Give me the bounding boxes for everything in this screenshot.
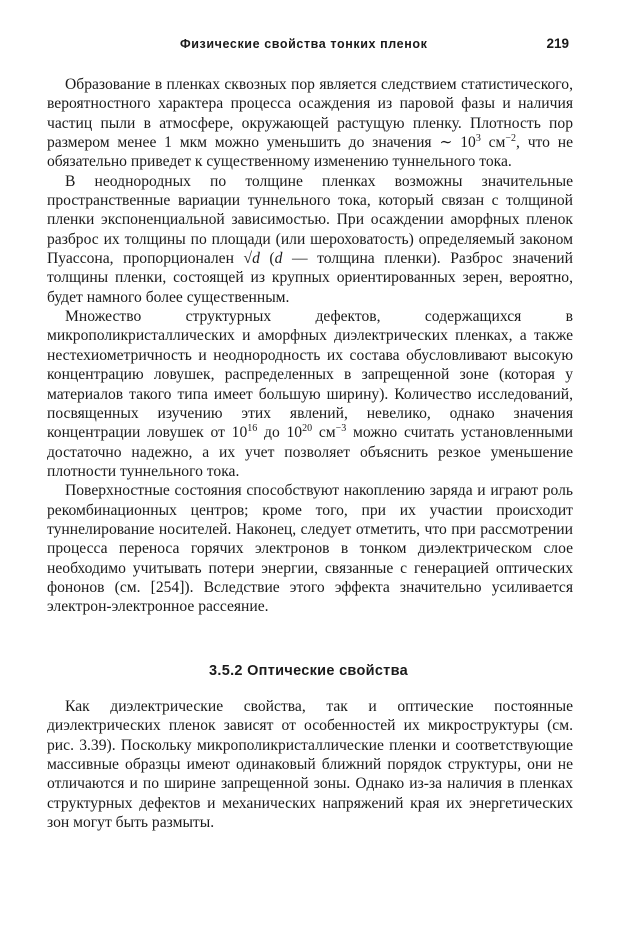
- paragraph-pores: [47, 75, 573, 172]
- text-run: см: [312, 424, 336, 442]
- running-title: Физические свойства тонких пленок: [180, 37, 428, 51]
- section-text-block: [47, 697, 573, 832]
- section-heading: 3.5.2 Оптические свойства: [209, 663, 408, 679]
- superscript: −3: [335, 423, 347, 435]
- math-sqrt-d: √d: [243, 250, 260, 268]
- text-run: см: [480, 134, 506, 152]
- text-run: Множество структурных дефектов, содержащихся в микрополикристаллических и аморфных диэлектрических пленках, а также нестехиометричность и неоднородность их состава обусловливают высокую концентрацию ловушек, распределенных в запрещенной зоне (которая у материалов такого типа имеет большую ширину). Количество исследований, посвященных изучению этих явлений, невелико, однако значения концентрации ловушек от 10: [47, 308, 573, 442]
- math-d: d: [274, 250, 283, 268]
- text-run: — толщина пленки). Разброс значений толщины пленки, состоящей из крупных ориентированных зерен, вероятно, будет намного более существенным.: [47, 250, 573, 306]
- main-text-block: [47, 75, 573, 617]
- text-run: (: [259, 250, 275, 268]
- paragraph-optical: [47, 697, 573, 832]
- text-run: Как диэлектрические свойства, так и оптические постоянные диэлектрических пленок зависят от особенностей их микроструктуры (см. рис. 3.39). Поскольку микрополикристаллические пленки и соответствующие массивные образцы имеют одинаковый ближний порядок структуры, они не отличаются и по ширине запрещенной зоны. Однако из-за наличия в пленках структурных дефектов и механических напряжений края их энергетических зон могут быть размыты.: [47, 698, 573, 832]
- paragraph-thickness: [47, 172, 573, 307]
- text-run: , что не обязательно приведет к существенному изменению туннельного тока.: [47, 134, 573, 171]
- text-run: можно считать установленными достаточно надежно, а их учет позволяет объяснить резкое уменьшение плотности туннельного тока.: [47, 424, 573, 480]
- superscript: −2: [505, 133, 517, 145]
- text-run: до 10: [257, 424, 303, 442]
- math-approx-ten: ∼ 10: [439, 134, 476, 152]
- text-run: Поверхностные состояния способствуют накоплению заряда и играют роль рекомбинационных центров; кроме того, при их участии происходит туннелирование носителей. Наконец, следует отметить, что при рассмотрении процесса переноса горячих электронов в тонком диэлектрическом слое необходимо учитывать потери энергии, связанные с генерацией оптических фононов (см. [254]). Вследствие этого эффекта значительно усиливается электрон-электронное рассеяние.: [47, 482, 573, 616]
- page-number: 219: [546, 36, 569, 51]
- superscript: 16: [247, 423, 258, 435]
- paragraph-surface-states: [47, 481, 573, 616]
- superscript: 3: [475, 133, 481, 145]
- paragraph-defects: [47, 307, 573, 481]
- superscript: 20: [302, 423, 313, 435]
- text-run: В неоднородных по толщине пленках возможны значительные пространственные вариации туннельного тока, который связан с толщиной пленки экспоненциальной зависимостью. При осаждении аморфных пленок разброс их толщины по площади (или шероховатость) определяемый законом Пуассона, пропорционален: [47, 172, 573, 268]
- text-run: Образование в пленках сквозных пор является следствием статистического, вероятностного характера процесса осаждения из паровой фазы и наличия частиц пыли в атмосфере, окружающей растущую пленку. Плотность пор размером менее 1 мкм можно уменьшить до значения: [47, 76, 573, 152]
